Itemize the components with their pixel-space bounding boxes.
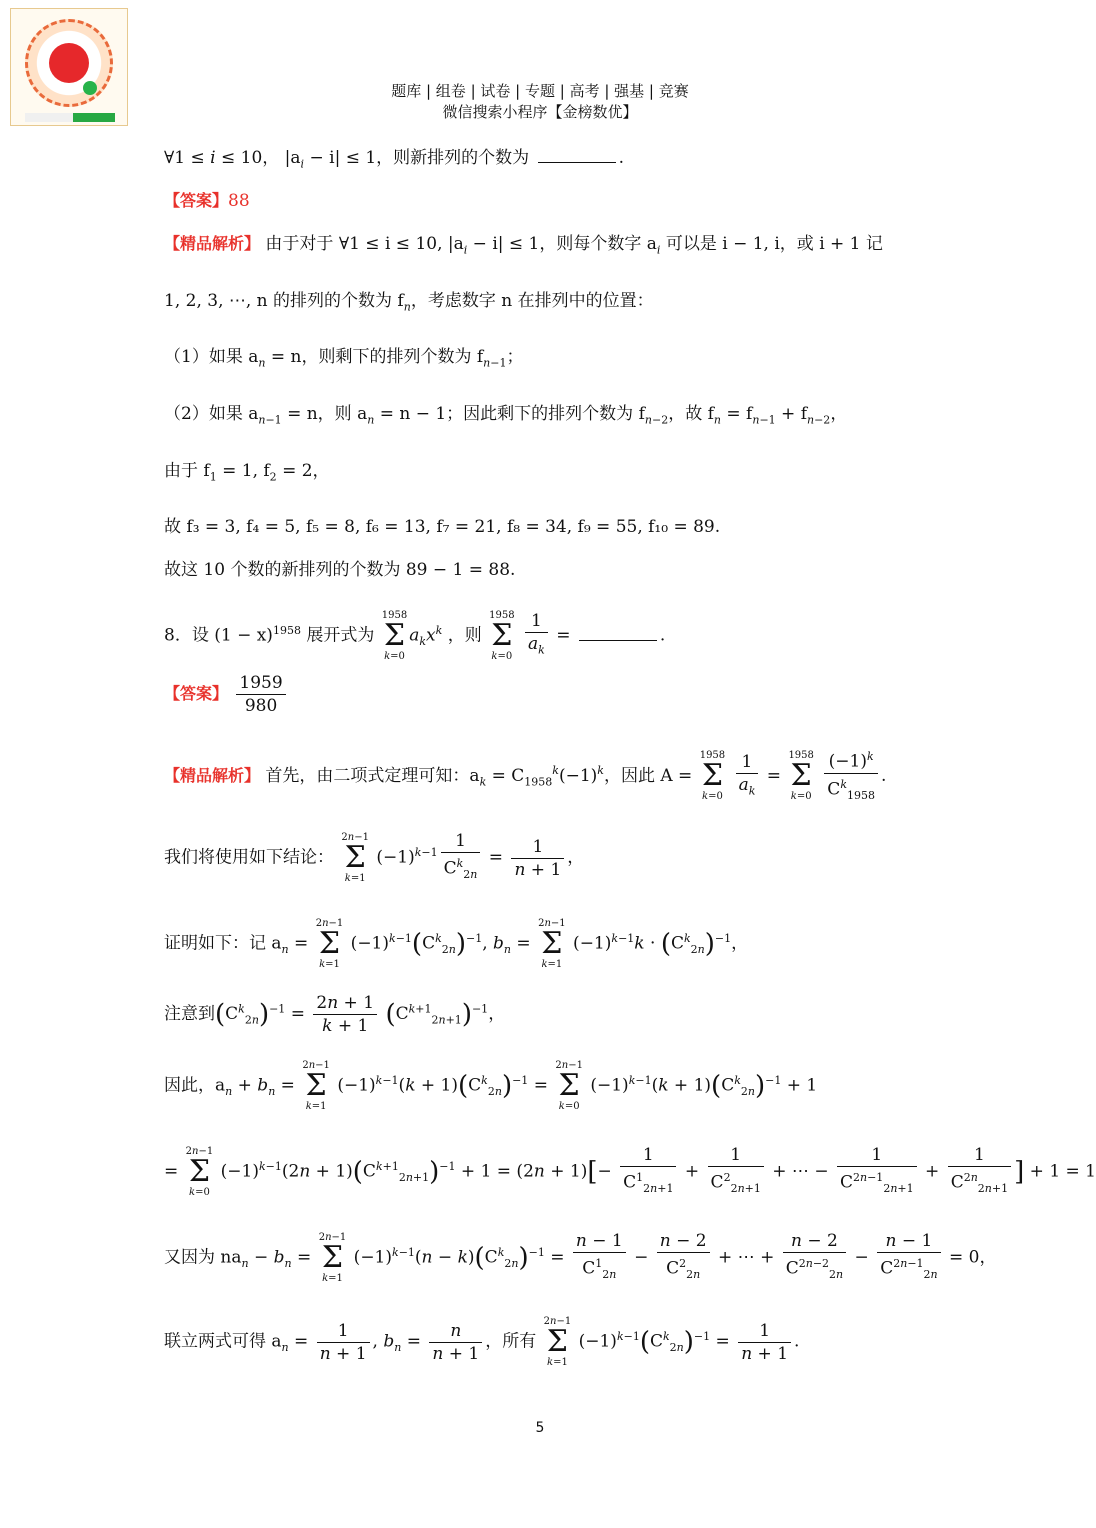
analysis-7-line-5: 由于 $f_1 = 1$, $f_2 = 2$， — [164, 461, 330, 484]
answer-7: 【答案】88 — [164, 191, 250, 211]
analysis-7-line-4: （2）如果 $a_{n-1} = n$，则 $a_n = n - 1$；因此剩下的排列个数为 $f_{n-2}$，故 $f_n = f_{n-1} + f_{n-2}$， — [164, 404, 848, 427]
analysis-7-line-3: （1）如果 $a_n = n$，则剩下的排列个数为 $f_{n-1}$； — [164, 347, 524, 370]
answer-blank-8 — [579, 624, 657, 641]
q7-condition: ∀1 ≤ i ≤ 10， $|a_i - i| \le 1$，则新排列的个数为 . — [164, 148, 624, 171]
analysis-8-line-4: 注意到$(C^k_{2n})^{-1}$ = $\frac{2n + 1}{k + 1}$ $(C^{k+1}_{2n+1})^{-1}$， — [164, 993, 506, 1036]
analysis-7-line-1: 【精品解析】 由于对于 ∀1 ≤ i ≤ 10, $|a_i - i| \le 1$，则每个数字 $a_i$ 可以是 i − 1, i，或 i + 1 记 — [164, 234, 883, 257]
analysis-8-line-7: 又因为 $na_n - b_n$ = 2n−1 Σ k=1 $(-1)^{k-1}(n - k)(C^k_{2n})^{-1}$ = $\frac{n - 1}{C^1_{2n}}$ − $\frac{n - 2}{C^2_{2n}}$ + ⋯ + $\frac{n - 2}{C^{2n-2}_{2n}}$ − $\frac{n - 1}{C^{2n-1}_{2n}}$ = 0， — [164, 1230, 997, 1286]
analysis-8-line-5: 因此，$a_n + b_n$ = 2n−1 Σ k=1 $(-1)^{k-1}(k + 1)(C^k_{2n})^{-1}$ = 2n−1 Σ k=0 $(-1)^{k-1}(k + 1)(C^k_{2n})^{-1} + 1$ — [164, 1060, 818, 1112]
analysis-8-line-2: 我们将使用如下结论： 2n−1 Σ k=1 $(-1)^{k-1}$ $\frac{1}{C^k_{2n}}$ = $\frac{1}{n + 1}$ ， — [164, 830, 584, 886]
question-8: 8．设 $(1 - x)^{1958}$ 展开式为 1958 Σ k=0 $a_kx^k$ ，则 1958 Σ k=0 $\frac{1}{a_k}$ = . — [164, 610, 666, 662]
analysis-8-line-1: 【精品解析】 首先，由二项式定理可知：$a_k = C_{1958}^k(-1)^k$，因此 A = 1958 Σ k=0 $\frac{1}{a_k}$ = 1958 Σ k=0 $\frac{(-1)^k}{C^k_{1958}}$ . — [164, 746, 886, 807]
analysis-7-line-6: 故 f₃ = 3, f₄ = 5, f₅ = 8, f₆ = 13, f₇ = 21, f₈ = 34, f₉ = 55, f₁₀ = 89. — [164, 517, 721, 537]
brand-logo-icon — [49, 43, 89, 83]
analysis-8-line-8: 联立两式可得 $a_n$ = $\frac{1}{n + 1}$ , $b_n$ = $\frac{n}{n + 1}$ ，所有 2n−1 Σ k=1 $(-1)^{k-1}(C^k_{2n})^{-1}$ = $\frac{1}{n + 1}$ . — [164, 1316, 800, 1368]
header-subtitle: 微信搜索小程序【金榜数优】 — [442, 103, 638, 121]
analysis-7-line-2: 1, 2, 3, ⋯, n 的排列的个数为 $f_n$，考虑数字 n 在排列中的位置： — [164, 291, 654, 314]
answer-blank — [538, 146, 616, 163]
analysis-8-line-3: 证明如下：记 $a_n$ = 2n−1 Σ k=1 $(-1)^{k-1}(C^k_{2n})^{-1}$, $b_n$ = 2n−1 Σ k=1 $(-1)^{k-1}k \cdot (C^k_{2n})^{-1}$， — [164, 918, 749, 970]
header-links: 题库 | 组卷 | 试卷 | 专题 | 高考 | 强基 | 竞赛 — [391, 82, 689, 100]
answer-8: 【答案】 $\frac{1959}{980}$ — [164, 672, 289, 717]
page-number: 5 — [535, 1420, 545, 1436]
analysis-7-line-7: 故这 10 个数的新排列的个数为 89 − 1 = 88. — [164, 560, 516, 580]
analysis-8-line-6: = 2n−1 Σ k=0 $(-1)^{k-1}(2n + 1)(C^{k+1}_{2n+1})^{-1} + 1 = (2n + 1)[-$ $\frac{1}{C^1_{2n+1}}$ + $\frac{1}{C^2_{2n+1}}$ + ⋯ − $\frac{1}{C^{2n-1}_{2n+1}}$ + $\frac{1}{C^{2n}_{2n+1}}$ ] + 1 = 1 — [164, 1144, 1096, 1200]
